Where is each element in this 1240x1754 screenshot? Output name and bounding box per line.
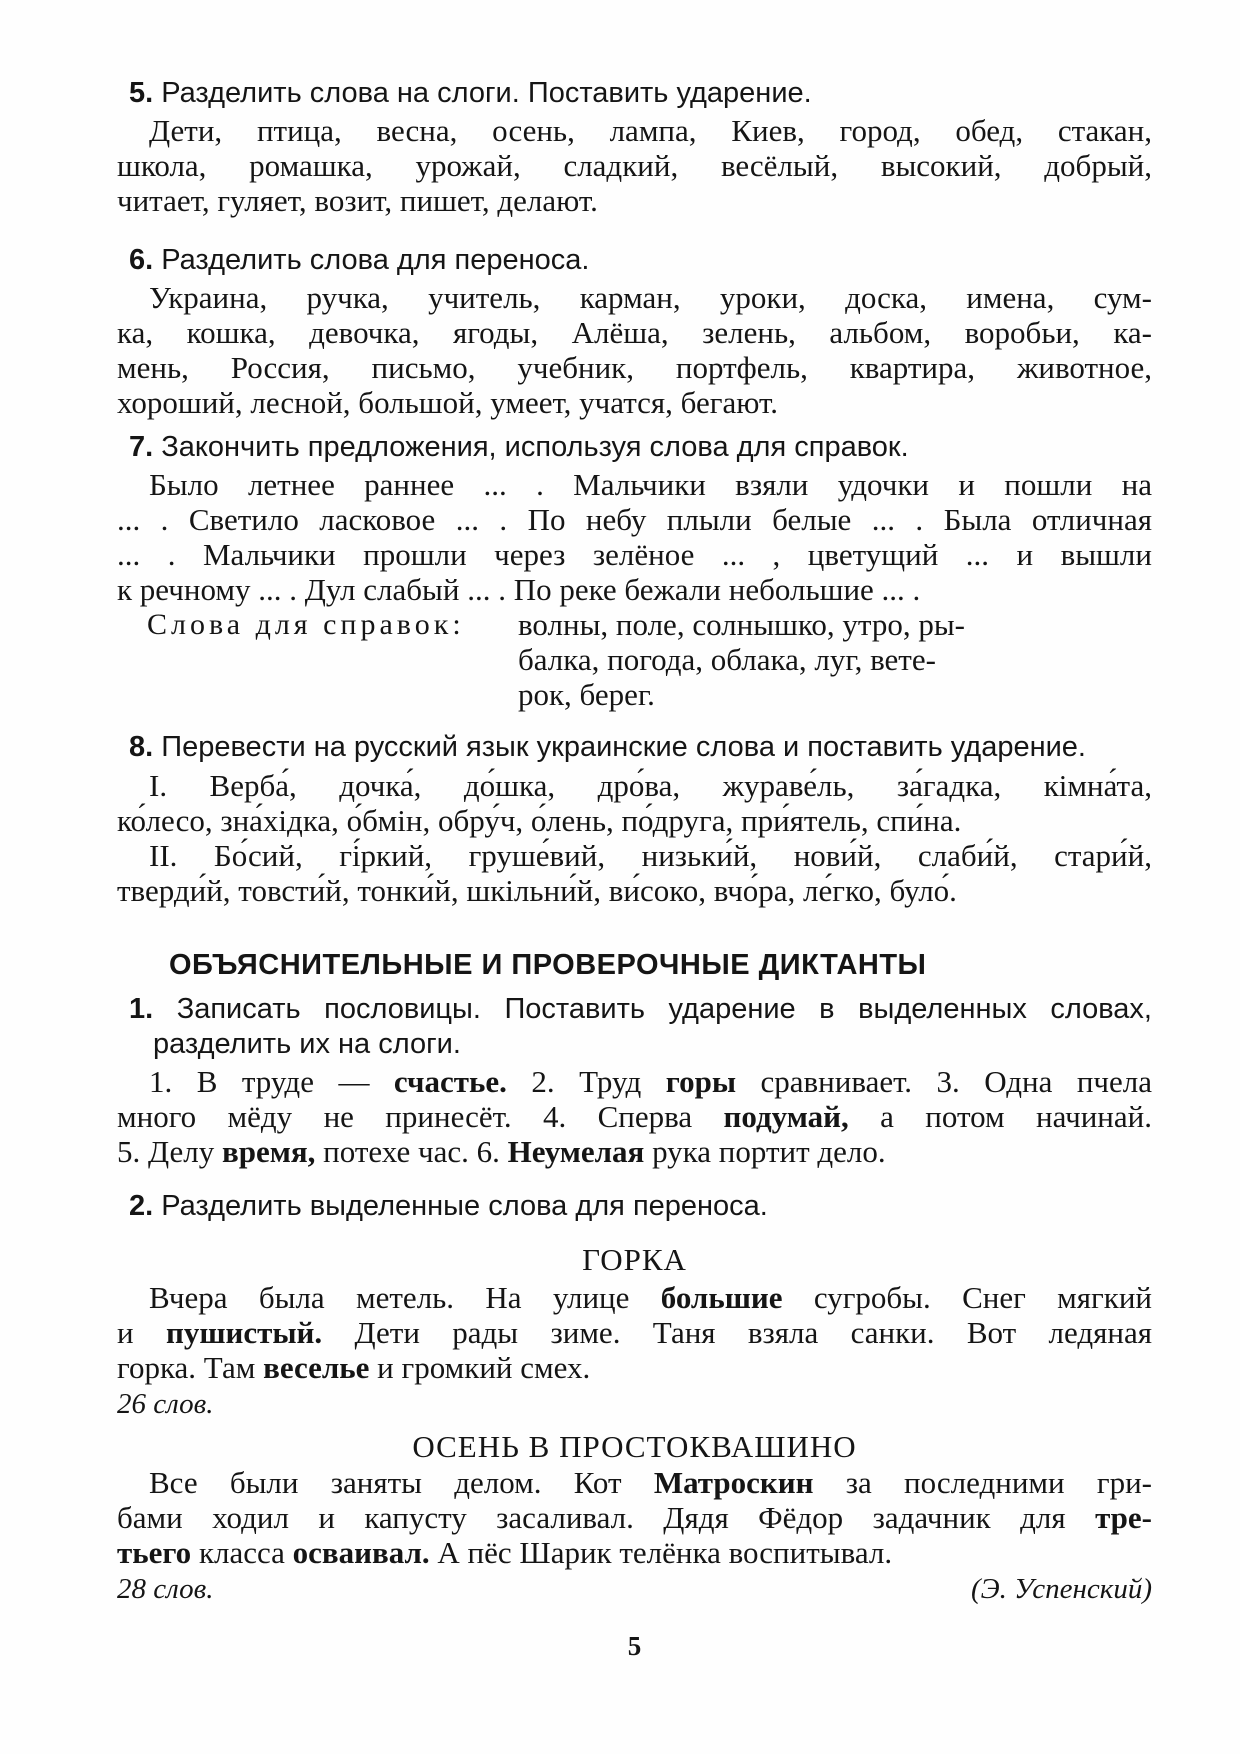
exercise-7-title: Закончить предложения, используя слова для справок. [161, 431, 909, 463]
page-number: 5 [627, 1631, 642, 1661]
diktant-1-title-part-2: разделить их на слоги. [153, 1028, 461, 1060]
diktant-1-title-part-1: Записать пословицы. Поставить ударение в выделенных словах, [176, 993, 1152, 1025]
exercise-6-title: Разделить слова для переноса. [161, 244, 590, 276]
text-line: тверди́й, товсти́й, тонки́й, шкільни́й, ви́соко, вчо́ра, ле́гко, було́. [117, 873, 957, 908]
text-line: волны, поле, солнышко, утро, ры- [518, 607, 965, 642]
exercise-7-number: 7. [129, 431, 154, 463]
exercise-5-title: Разделить слова на слоги. Поставить ударение. [161, 77, 812, 109]
diktant-1-number: 1. [129, 993, 154, 1025]
text-line: ко́лесо, зна́хідка, о́бмін, обру́ч, о́лень, по́друга, при́ятель, спи́на. [117, 803, 962, 838]
diktant-2-heading [117, 1189, 1152, 1224]
text-line: Вчера была метель. На улице большие сугробы. Снег мягкий [149, 1280, 1152, 1315]
text-line: Было летнее раннее ... . Мальчики взяли удочки и пошли на [149, 467, 1152, 502]
text-line: и пушистый. Дети рады зиме. Таня взяла санки. Вот ледяная [117, 1315, 1152, 1350]
exercise-7-body [117, 467, 1152, 607]
exercise-8-body [117, 768, 1152, 908]
diktant-2-title: Разделить выделенные слова для переноса. [161, 1190, 768, 1222]
text-line: 5. Делу время, потехе час. 6. Неумелая рука портит дело. [117, 1134, 886, 1169]
text-line: 1. В труде — счастье. 2. Труд горы сравнивает. 3. Одна пчела [149, 1064, 1152, 1099]
diktant-1-heading [117, 992, 1152, 1062]
text-line: к речному ... . Дул слабый ... . По реке бежали небольшие ... . [117, 572, 921, 607]
text-line: балка, погода, облака, луг, вете- [518, 642, 936, 677]
exercise-8-heading [117, 730, 1152, 765]
text-line: много мёду не принесёт. 4. Сперва подумай, а потом начинай. [117, 1099, 1152, 1134]
text-line: Дети, птица, весна, осень, лампа, Киев, город, обед, стакан, [149, 113, 1152, 148]
text-line: тьего класса осваивал. А пёс Шарик телёнка воспитывал. [117, 1535, 893, 1570]
gorka-word-count: 26 слов. [117, 1388, 214, 1420]
exercise-5-body [117, 113, 1152, 218]
reference-words-block [117, 607, 1152, 712]
text-title-osen: ОСЕНЬ В ПРОСТОКВАШИНО [412, 1429, 857, 1464]
text-line: бами ходил и капусту засаливал. Дядя Фёдор задачник для тре- [117, 1500, 1152, 1535]
exercise-6-body [117, 280, 1152, 420]
diktant-1-body [117, 1064, 1152, 1169]
page-content [117, 76, 1152, 1664]
text-line: ка, кошка, девочка, ягоды, Алёша, зелень, альбом, воробьи, ка- [117, 315, 1152, 350]
osen-author: (Э. Успенский) [970, 1573, 1152, 1605]
exercise-8-number: 8. [129, 731, 154, 763]
osen-word-count: 28 слов. [117, 1573, 214, 1605]
reference-words-list [518, 607, 1152, 712]
text-line: ... . Светило ласковое ... . По небу плыли белые ... . Была отличная [117, 502, 1152, 537]
text-line: мень, Россия, письмо, учебник, портфель, квартира, животное, [117, 350, 1152, 385]
text-title-gorka: ГОРКА [582, 1242, 687, 1277]
text-line: читает, гуляет, возит, пишет, делают. [117, 183, 598, 218]
osen-meta-row [117, 1572, 1152, 1607]
text-line: Все были заняты делом. Кот Матроскин за последними гри- [149, 1465, 1153, 1500]
text-line: I. Верба́, дочка́, до́шка, дро́ва, жураве́ль, за́гадка, кімна́та, [149, 768, 1152, 803]
text-line: школа, ромашка, урожай, сладкий, весёлый, высокий, добрый, [117, 148, 1152, 183]
osen-body [117, 1465, 1152, 1570]
exercise-6-number: 6. [129, 244, 154, 276]
diktant-1-heading-line-1 [117, 992, 1152, 1027]
exercise-6-heading [117, 243, 1152, 278]
reference-words-label: Слова для справок: [147, 608, 465, 641]
text-line: рок, берег. [518, 677, 655, 712]
exercise-7-heading [117, 430, 1152, 465]
section-heading-diktanty: ОБЪЯСНИТЕЛЬНЫЕ И ПРОВЕРОЧНЫЕ ДИКТАНТЫ [169, 949, 927, 981]
exercise-5-number: 5. [129, 77, 154, 109]
text-line: ... . Мальчики прошли через зелёное ... , цветущий ... и вышли [117, 537, 1152, 572]
gorka-body [117, 1280, 1152, 1385]
text-line: горка. Там веселье и громкий смех. [117, 1350, 591, 1385]
text-line: хороший, лесной, большой, умеет, учатся, бегают. [117, 385, 778, 420]
diktant-2-number: 2. [129, 1190, 154, 1222]
text-line: II. Бо́сий, гі́ркий, груше́вий, низьки́й, нови́й, слаби́й, стари́й, [149, 838, 1152, 873]
exercise-8-title: Перевести на русский язык украинские слова и поставить ударение. [161, 731, 1086, 763]
text-line: Украина, ручка, учитель, карман, уроки, доска, имена, сум- [149, 280, 1152, 315]
exercise-5-heading [117, 76, 1152, 111]
